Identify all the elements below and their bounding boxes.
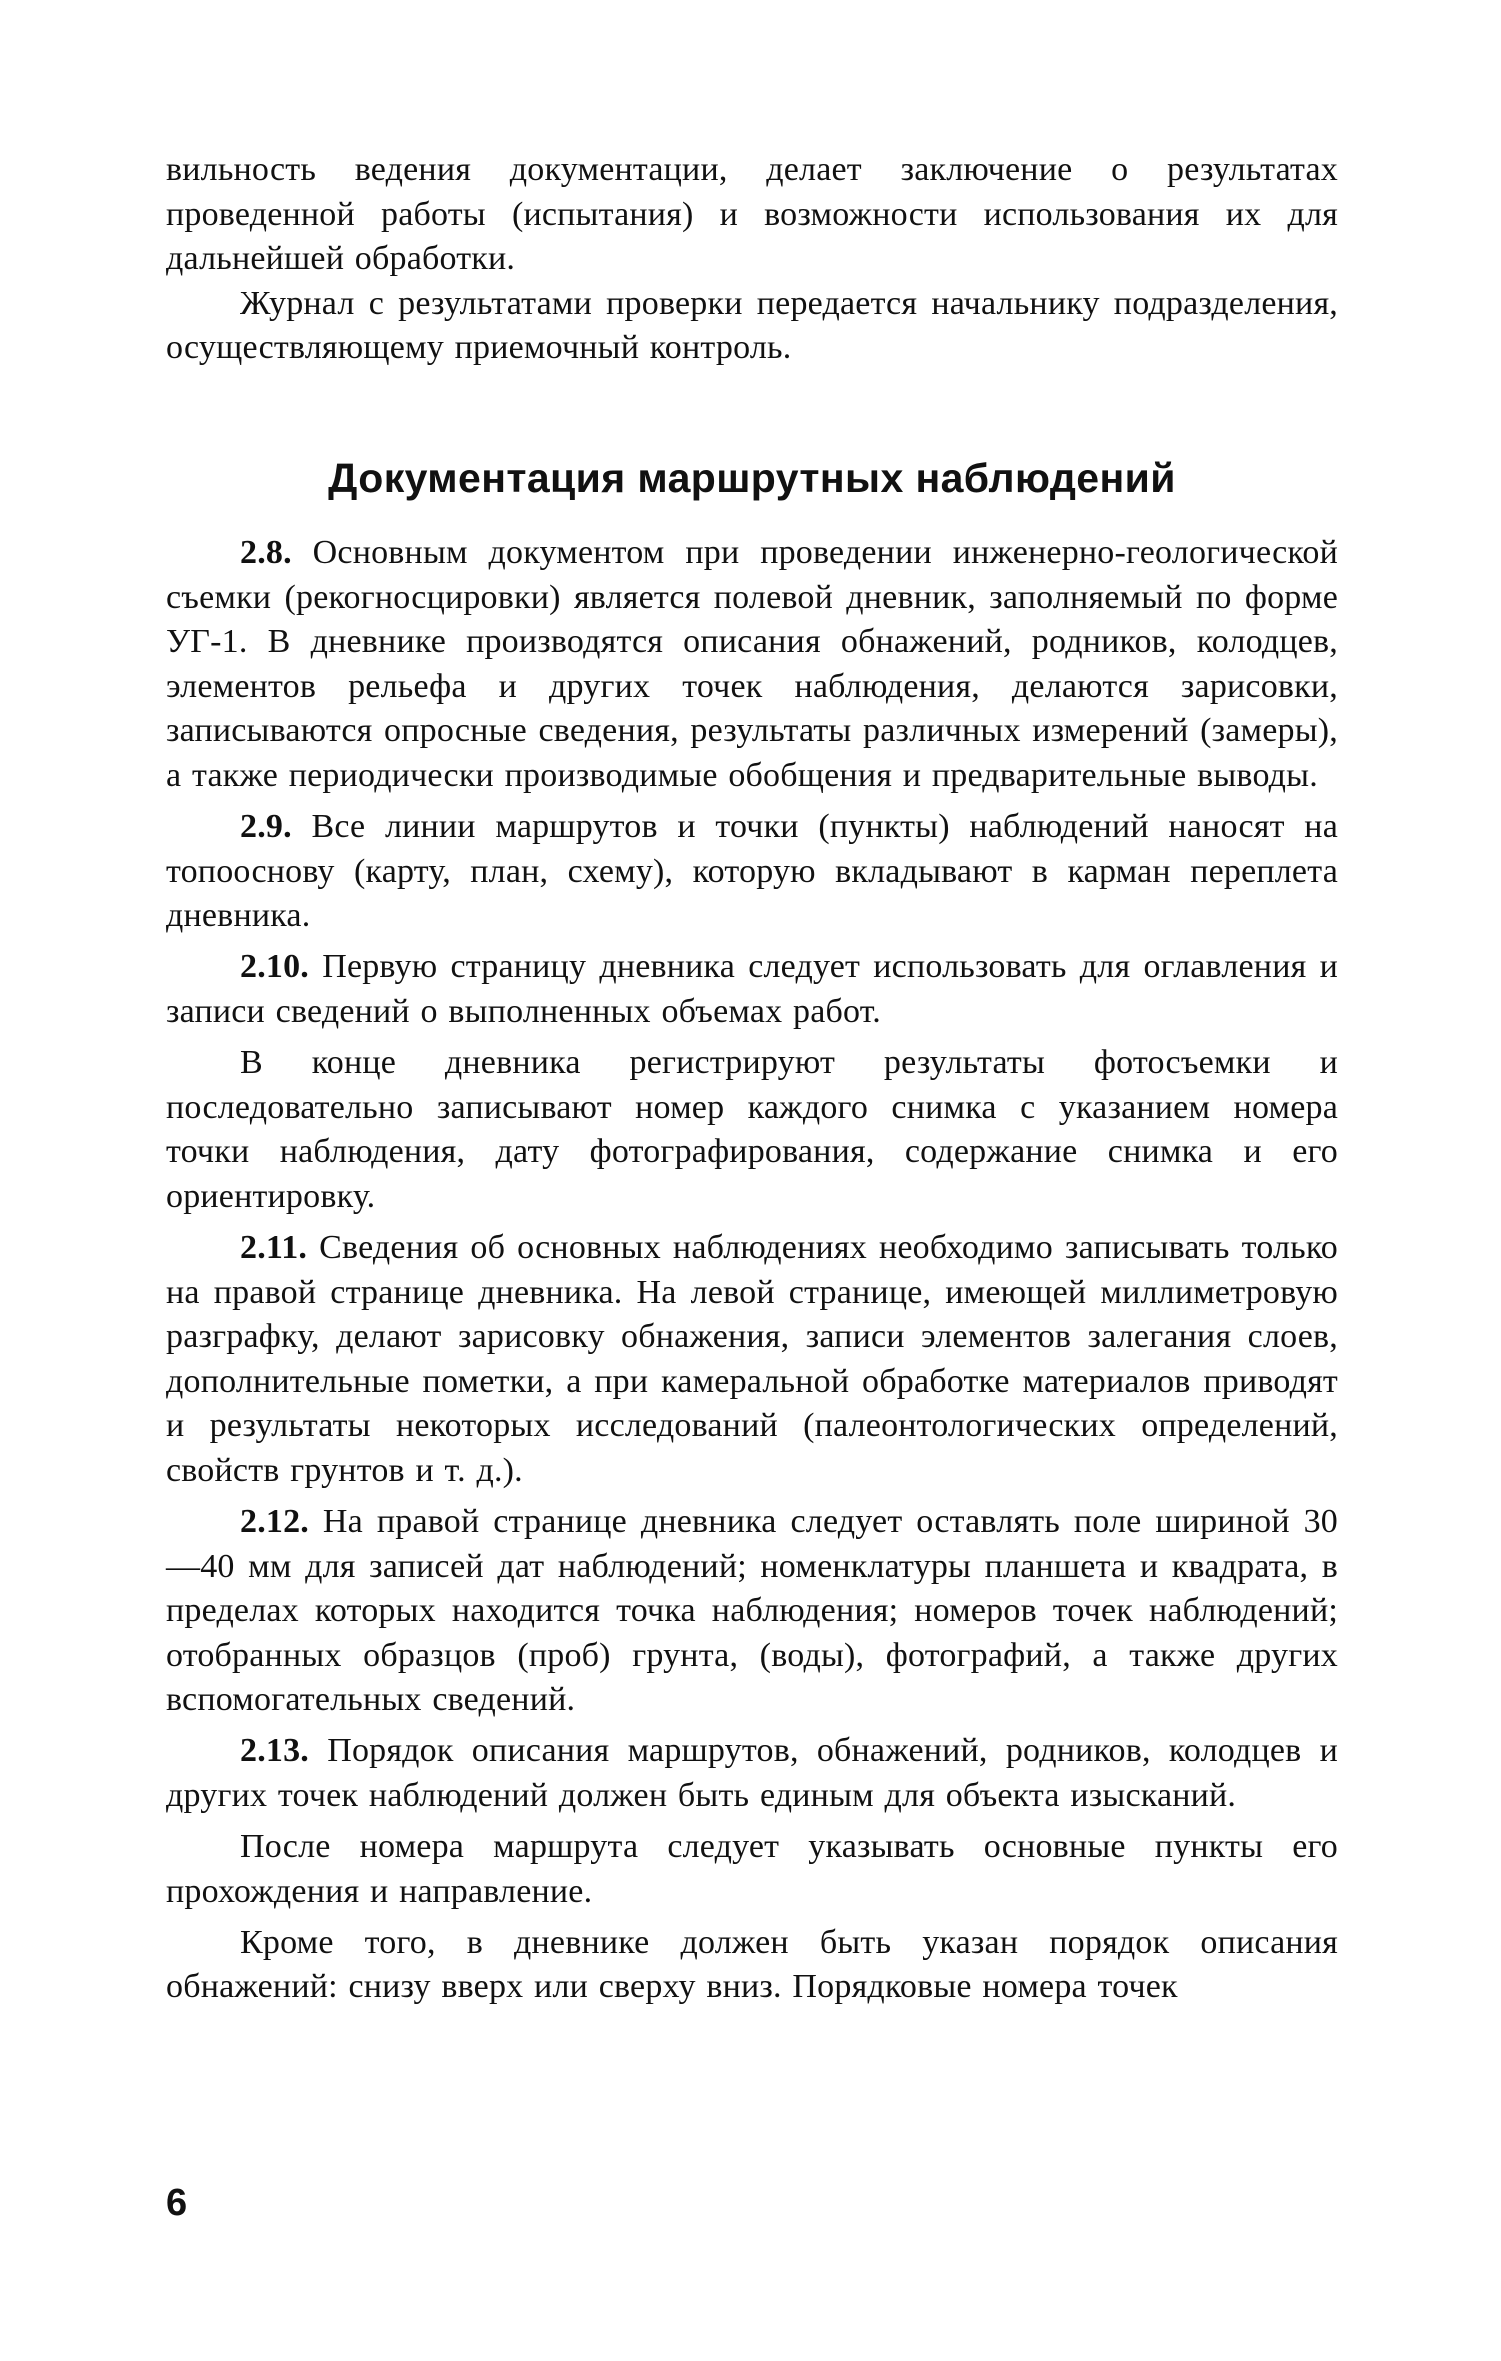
paragraph-2-12 bbox=[166, 1500, 1338, 1723]
paragraph-text: На правой странице дневника следует оставлять поле шириной 30—40 мм для записей дат наблюдений; номенклатуры планшета и квадрата, в пределах которых находится точка наблюдения; номеров точек наблюдений; отобранных образцов (проб) грунта, (воды), фотографий, а также других вспомогательных сведений. bbox=[166, 1502, 1339, 1719]
paragraph-text: В конце дневника регистрируют результаты фотосъемки и последовательно записывают номер каждого снимка с указанием номера точки наблюдения, дату фотографирования, содержание снимка и его ориентировку. bbox=[166, 1044, 1338, 1215]
paragraph-text: Все линии маршрутов и точки (пункты) наблюдений наносят на топооснову (карту, план, схему), которую вкладывают в карман переплета дневника. bbox=[166, 808, 1338, 935]
paragraph-2-13 bbox=[166, 1729, 1338, 1818]
page-number: 6 bbox=[166, 2182, 188, 2224]
paragraph-text: Кроме того, в дневнике должен быть указан порядок описания обнажений: снизу вверх или сверху вниз. Порядковые номера точек bbox=[166, 1923, 1338, 2006]
section-heading: Документация маршрутных наблюдений bbox=[328, 455, 1176, 501]
intro-paragraph-2: Журнал с результатами проверки передается начальнику подразделения, осуществляющему приемочный контроль. bbox=[166, 284, 1338, 367]
paragraph-number: 2.8. bbox=[240, 534, 292, 571]
paragraph-text: Сведения об основных наблюдениях необходимо записывать только на правой странице дневника. На левой странице, имеющей миллиметровую разграфку, делают зарисовку обнажения, записи элементов залегания слоев, дополнительные пометки, а при камеральной обработке материалов приводят и результаты некоторых исследований (палеонтологических определений, свойств грунтов и т. д.). bbox=[166, 1228, 1339, 1489]
paragraph-outcrop-order bbox=[166, 1921, 1338, 2010]
paragraph-route-number bbox=[166, 1825, 1338, 1914]
paragraph-photo-log bbox=[166, 1041, 1338, 1219]
paragraph-2-10 bbox=[166, 945, 1338, 1034]
paragraph-text: После номера маршрута следует указывать основные пункты его прохождения и направление. bbox=[166, 1828, 1338, 1910]
intro-paragraph-1: вильность ведения документации, делает заключение о результатах проведенной работы (испытания) и возможности использования их для дальнейшей обработки. bbox=[166, 151, 1338, 278]
paragraph-number: 2.11. bbox=[240, 1228, 308, 1266]
paragraph-2-11 bbox=[166, 1226, 1338, 1494]
paragraph-2-8 bbox=[166, 531, 1338, 799]
paragraph-number: 2.12. bbox=[240, 1502, 309, 1540]
paragraph-text: Основным документом при проведении инженерно-геологической съемки (рекогносцировки) является полевой дневник, заполняемый по форме УГ-1. В дневнике производятся описания обнажений, родников, колодцев, элементов рельефа и других точек наблюдения, делаются зарисовки, записываются опросные сведения, результаты различных измерений (замеры), а также периодически производимые обобщения и предварительные выводы. bbox=[166, 534, 1338, 794]
paragraph-2-9 bbox=[166, 805, 1338, 939]
body-block bbox=[166, 531, 1338, 2017]
paragraph-text: Первую страницу дневника следует использовать для оглавления и записи сведений о выполненных объемах работ. bbox=[166, 948, 1338, 1030]
intro-block bbox=[166, 148, 1338, 371]
paragraph-number: 2.10. bbox=[240, 948, 309, 986]
paragraph-number: 2.13. bbox=[240, 1732, 309, 1770]
paragraph-number: 2.9. bbox=[240, 808, 292, 846]
paragraph-text: Порядок описания маршрутов, обнажений, родников, колодцев и других точек наблюдений должен быть единым для объекта изысканий. bbox=[166, 1732, 1339, 1815]
